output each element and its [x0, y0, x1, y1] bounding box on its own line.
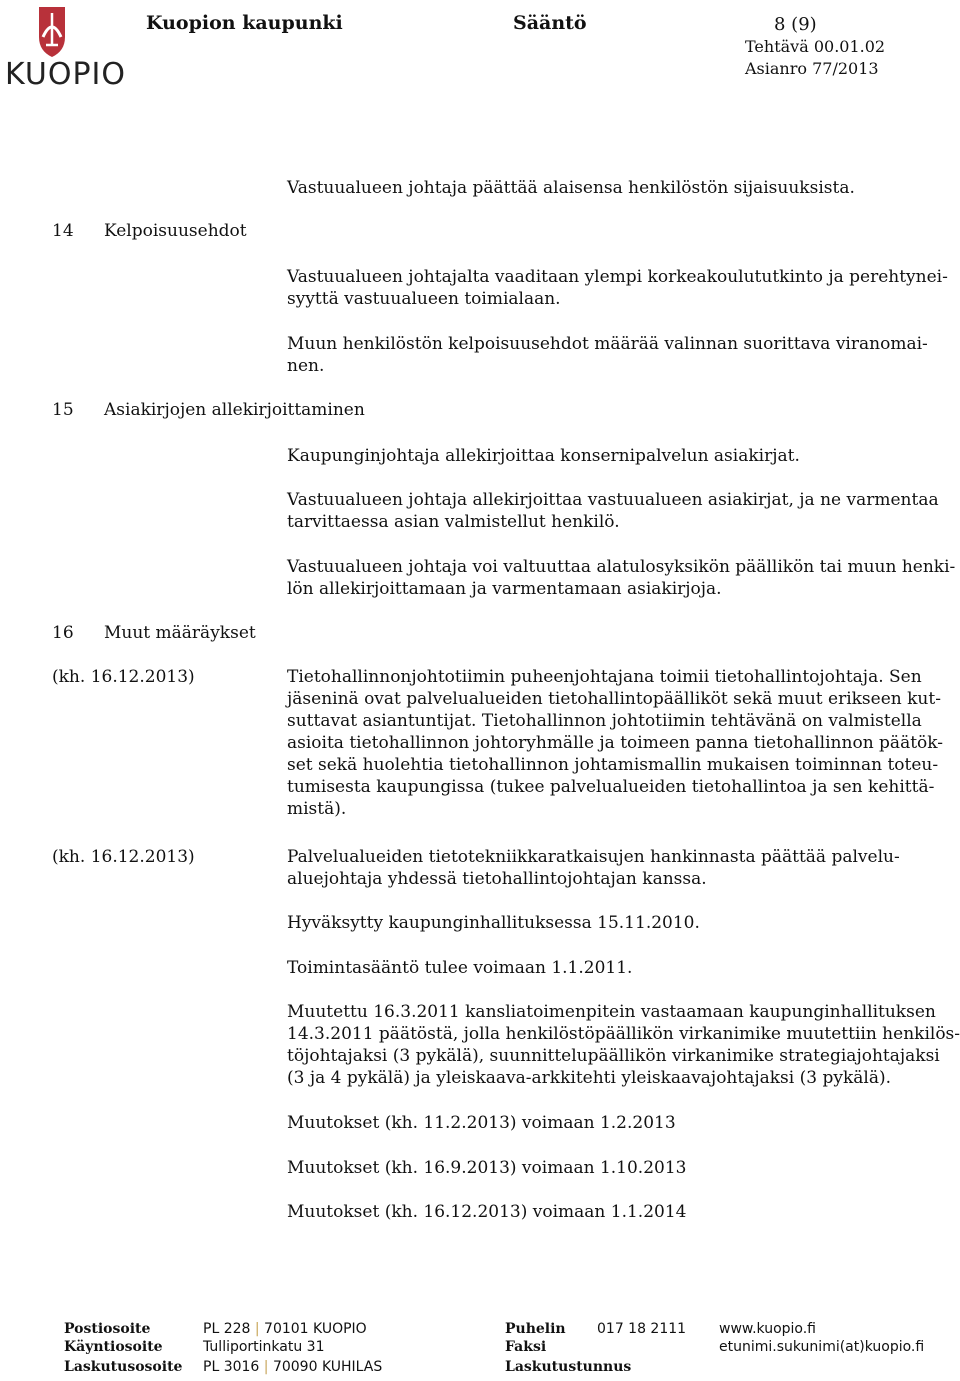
section-number: 14 — [52, 221, 74, 241]
paragraph: Kaupunginjohtaja allekirjoittaa konsernipalvelun asiakirjat. — [287, 446, 800, 466]
paragraph: Vastuualueen johtaja päättää alaisensa henkilöstön sijaisuuksista. — [287, 178, 855, 198]
paragraph: Vastuualueen johtaja allekirjoittaa vastuualueen asiakirjat, ja ne varmentaa tarvittaessa asian valmistellut henkilö. — [287, 490, 939, 532]
kuopio-logo — [5, 3, 126, 95]
paragraph: Muun henkilöstön kelpoisuusehdot määrää valinnan suorittava viranomai- nen. — [287, 334, 928, 376]
paragraph: Toimintasääntö tulee voimaan 1.1.2011. — [287, 958, 633, 978]
paragraph: Muutokset (kh. 16.12.2013) voimaan 1.1.2014 — [287, 1202, 687, 1222]
footer-website-link[interactable]: www.kuopio.fi — [719, 1321, 816, 1337]
logo-text: KUOPIO — [5, 57, 126, 92]
footer-postal-label: Postiosoite — [64, 1321, 151, 1337]
section-number: 15 — [52, 400, 74, 420]
record-number: Asianro 77/2013 — [745, 59, 879, 78]
footer-fax-label: Faksi — [505, 1339, 547, 1355]
section-title: Asiakirjojen allekirjoittaminen — [104, 400, 365, 420]
footer-visit-label: Käyntiosoite — [64, 1339, 163, 1355]
section-number: 16 — [52, 623, 74, 643]
footer-billing-id-label: Laskutustunnus — [505, 1359, 632, 1375]
paragraph: Palvelualueiden tietotekniikkaratkaisujen hankinnasta päättää palvelu- aluejohtaja yhdessä tietohallintojohtajan kanssa. — [287, 847, 900, 889]
footer-phone-label: Puhelin — [505, 1321, 566, 1337]
section-title: Muut määräykset — [104, 623, 256, 643]
margin-note: (kh. 16.12.2013) — [52, 847, 195, 867]
paragraph: Muutokset (kh. 16.9.2013) voimaan 1.10.2013 — [287, 1158, 687, 1178]
paragraph: Vastuualueen johtajalta vaaditaan ylempi korkeakoulututkinto ja perehtynei- syyttä vastuualueen toimialaan. — [287, 267, 948, 309]
footer-phone-value: 017 18 2111 — [597, 1321, 687, 1337]
footer-postal-value: PL 228 | 70101 KUOPIO — [203, 1321, 367, 1337]
page-number: 8 (9) — [774, 14, 817, 35]
footer-visit-value: Tulliportinkatu 31 — [203, 1339, 325, 1355]
document-type: Sääntö — [513, 12, 587, 34]
margin-note: (kh. 16.12.2013) — [52, 667, 195, 687]
footer-billing-value: PL 3016 | 70090 KUHILAS — [203, 1359, 383, 1375]
footer-billing-label: Laskutusosoite — [64, 1359, 183, 1375]
paragraph: Hyväksytty kaupunginhallituksessa 15.11.2010. — [287, 913, 700, 933]
paragraph: Muutokset (kh. 11.2.2013) voimaan 1.2.2013 — [287, 1113, 676, 1133]
section-title: Kelpoisuusehdot — [104, 221, 247, 241]
footer-email-link[interactable]: etunimi.sukunimi(at)kuopio.fi — [719, 1339, 925, 1355]
paragraph: Tietohallinnonjohtotiimin puheenjohtajana toimii tietohallintojohtaja. Sen jäseninä ovat palvelualueiden tietohallintopäälliköt sekä muut erikseen kut- suttavat asiantuntijat. Tietohallinnon johtotiimin tehtävänä on valmistella asioita tietohallinnon johtoryhmälle ja toimeen panna tietohallinnon päätök- set sekä huolehtia tietohallinnon johtamismallin mukaisen toiminnan toteu- tumisesta kaupungissa (tukee palvelualueiden tietohallintoa ja sen kehittä- mistä). — [287, 667, 944, 819]
paragraph: Vastuualueen johtaja voi valtuuttaa alatulosyksikön päällikön tai muun henki- lön allekirjoittamaan ja varmentamaan asiakirjoja. — [287, 557, 956, 599]
org-name: Kuopion kaupunki — [146, 12, 343, 34]
task-number: Tehtävä 00.01.02 — [745, 37, 886, 56]
paragraph: Muutettu 16.3.2011 kansliatoimenpitein vastaamaan kaupunginhallituksen 14.3.2011 päätöstä, jolla henkilöstöpäällikön virkanimike muutettiin henkilös- töjohtajaksi (3 pykälä), suunnittelupäällikön virkanimike strategiajohtajaksi (3 ja 4 pykälä) ja yleiskaava-arkkitehti yleiskaavajohtajaksi (3 pykälä). — [287, 1002, 960, 1088]
